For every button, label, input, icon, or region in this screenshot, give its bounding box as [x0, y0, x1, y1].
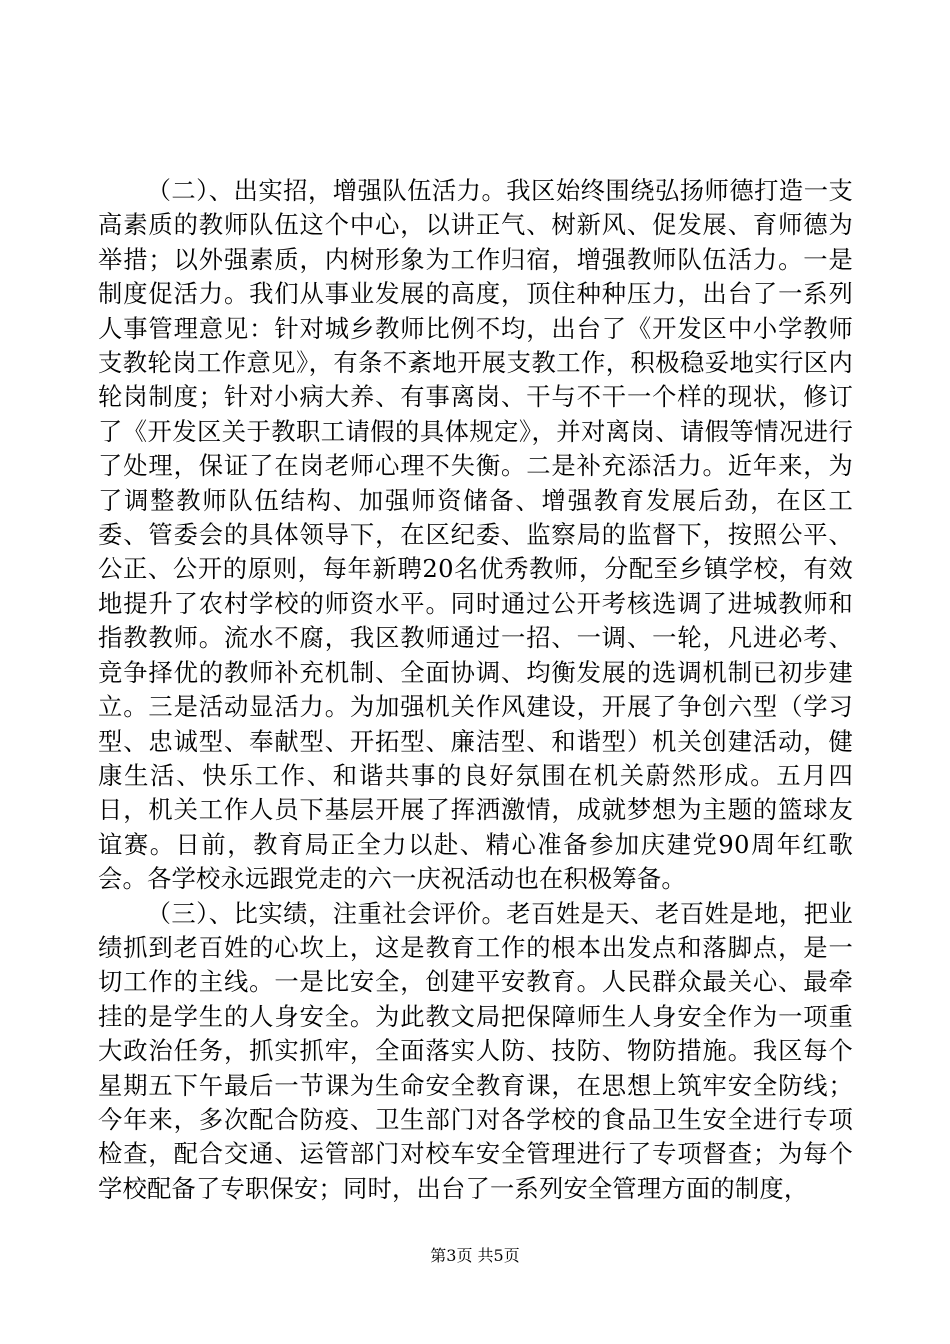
page-footer: 第3页 共5页	[430, 1246, 520, 1265]
paragraph-section-two: （二）、出实招，增强队伍活力。我区始终围绕弘扬师德打造一支高素质的教师队伍这个中心，以讲正气、树新风、促发展、育师德为举措；以外强素质，内树形象为工作归宿，增强教师队伍活力。一是制度促活力。我们从事业发展的高度，顶住种种压力，出台了一系列人事管理意见：针对城乡教师比例不均，出台了《开发区中小学教师支教轮岗工作意见》，有条不紊地开展支教工作，积极稳妥地实行区内轮岗制度；针对小病大养、有事离岗、干与不干一个样的现状，修订了《开发区关于教职工请假的具体规定》，并对离岗、请假等情况进行了处理，保证了在岗老师心理不失衡。二是补充添活力。近年来，为了调整教师队伍结构、加强师资储备、增强教育发展后劲，在区工委、管委会的具体领导下，在区纪委、监察局的监督下，按照公平、公正、公开的原则，每年新聘20名优秀教师，分配至乡镇学校，有效地提升了农村学校的师资水平。同时通过公开考核选调了进城教师和指教教师。流水不腐，我区教师通过一招、一调、一轮，凡进必考、竞争择优的教师补充机制、全面协调、均衡发展的选调机制已初步建立。三是活动显活力。为加强机关作风建设，开展了争创六型（学习型、忠诚型、奉献型、开拓型、廉洁型、和谐型）机关创建活动，健康生活、快乐工作、和谐共事的良好氛围在机关蔚然形成。五月四日，机关工作人员下基层开展了挥洒激情，成就梦想为主题的篮球友谊赛。日前，教育局正全力以赴、精心准备参加庆建党90周年红歌会。各学校永远跟党走的六一庆祝活动也在积极筹备。	[98, 176, 853, 894]
document-body	[98, 174, 853, 1206]
paragraph-section-three: （三）、比实绩，注重社会评价。老百姓是天、老百姓是地，把业绩抓到老百姓的心坎上，这是教育工作的根本出发点和落脚点，是一切工作的主线。一是比安全，创建平安教育。人民群众最关心、最牵挂的是学生的人身安全。为此教文局把保障师生人身安全作为一项重大政治任务，抓实抓牢，全面落实人防、技防、物防措施。我区每个星期五下午最后一节课为生命安全教育课，在思想上筑牢安全防线；今年来，多次配合防疫、卫生部门对各学校的食品卫生安全进行专项检查，配合交通、运管部门对校车安全管理进行了专项督查；为每个学校配备了专职保安；同时，出台了一系列安全管理方面的制度，	[98, 898, 853, 1203]
